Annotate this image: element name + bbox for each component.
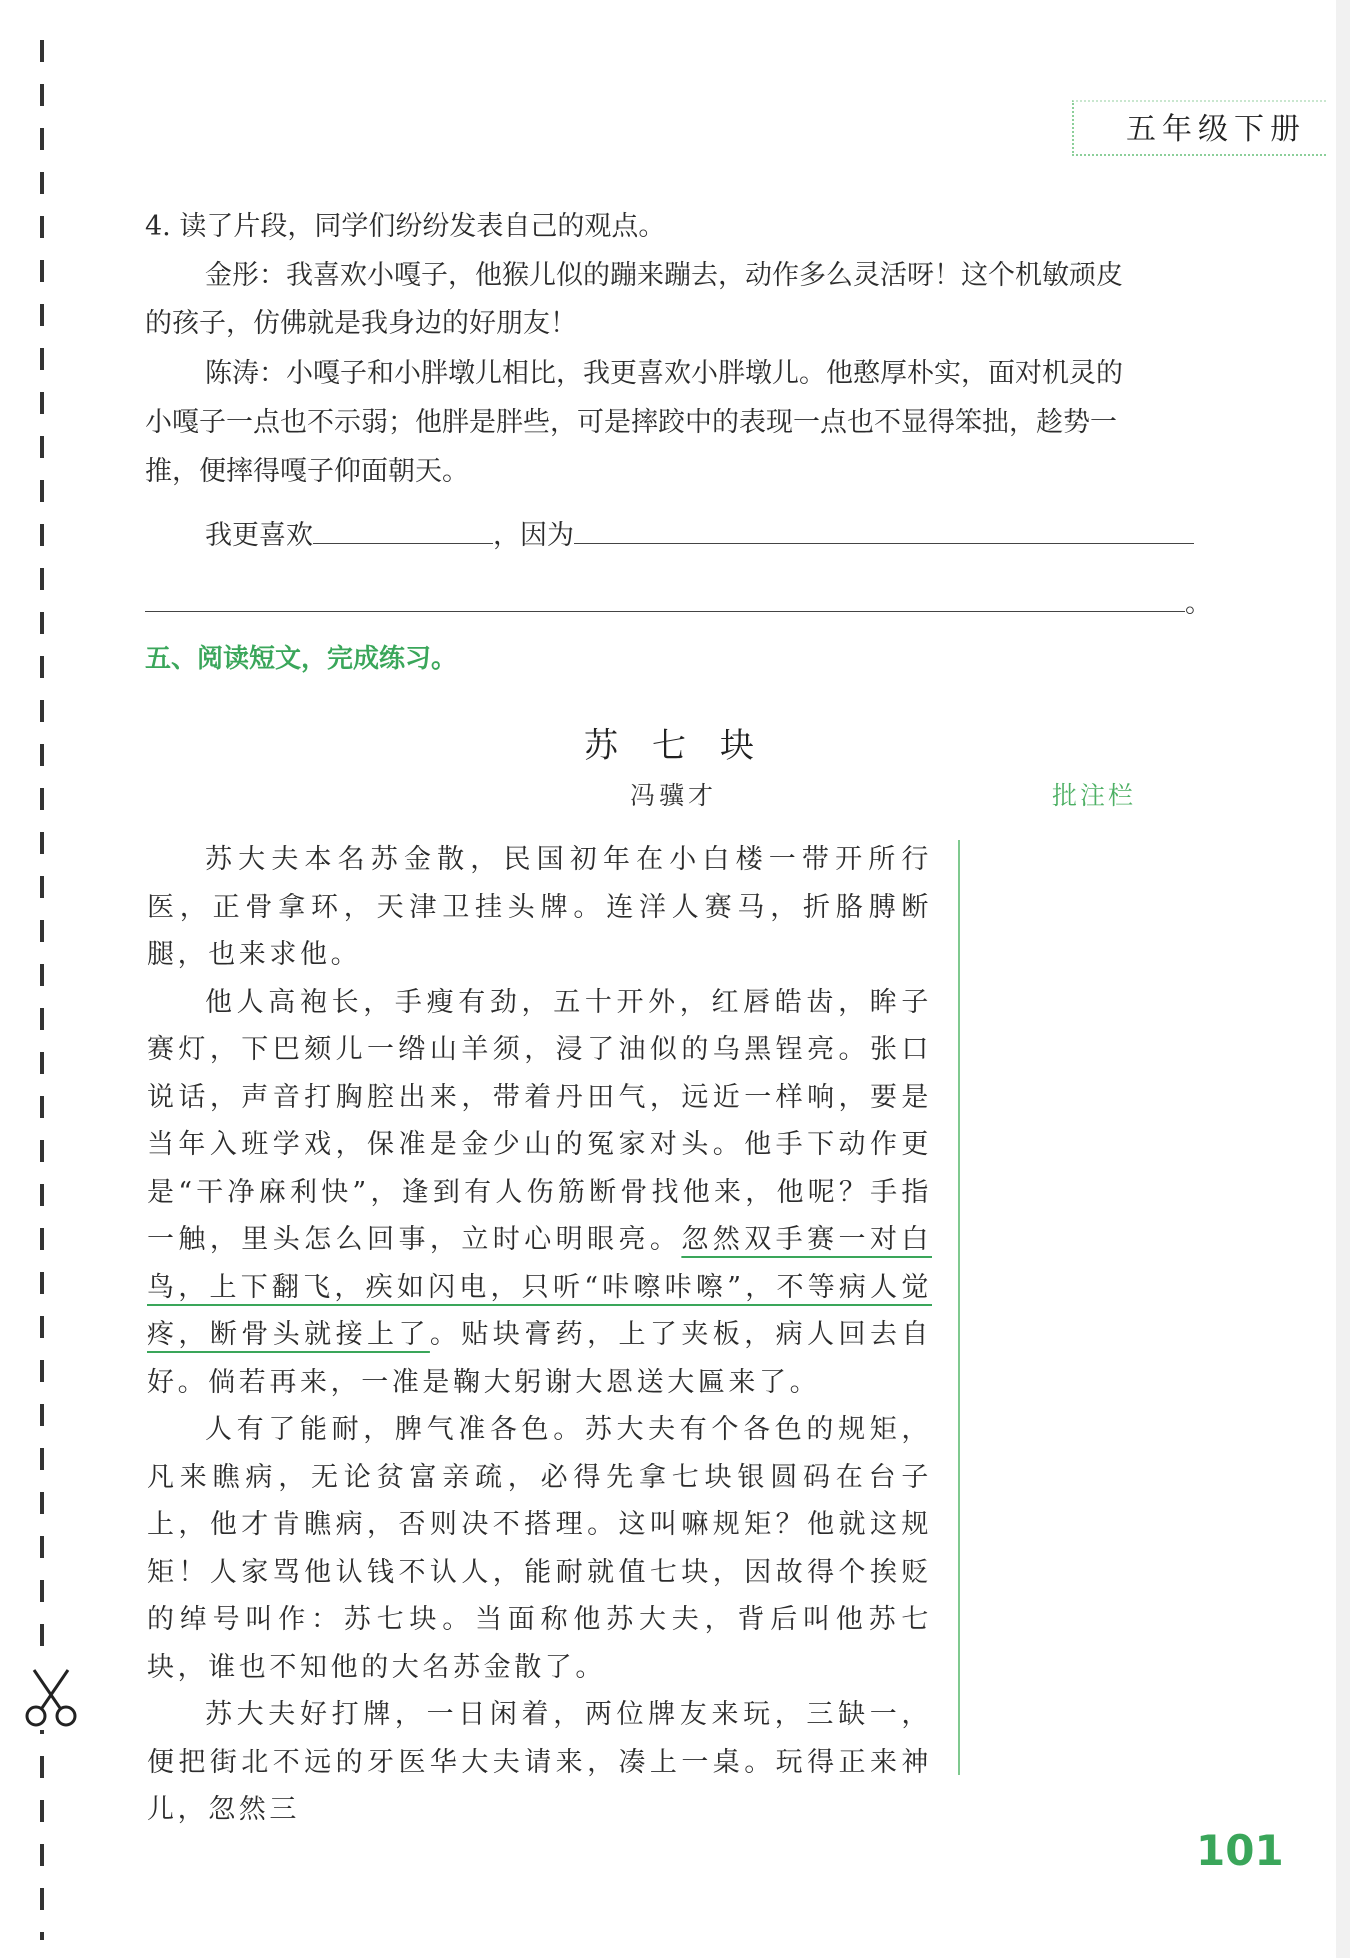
answer-line-2 [145,580,1212,628]
answer-line-1 [205,512,1265,560]
jintong-opinion-line-2: 的孩子，仿佛就是我身边的好朋友！ [145,308,577,339]
story-paragraph-2-part-2: 。贴块膏药，上了夹板，病人回去自好。倘若再来，一准是鞠大躬谢大恩送大匾来了。 [147,1319,932,1398]
story-paragraph-2 [147,979,932,1407]
answer-blank-reason[interactable] [574,513,1194,544]
story-paragraph-1: 苏大夫本名苏金散，民国初年在小白楼一带开所行医，正骨拿环，天津卫挂头牌。连洋人赛马，折胳膊断腿，也来求他。 [147,844,932,970]
annotation-divider [958,840,960,1775]
section-5-title: 五、阅读短文，完成练习。 [145,644,458,674]
answer-because: ，因为 [493,520,574,551]
underlined-sentence: 忽然双手赛一对白鸟，上下翻飞，疾如闪电，只听“咔嚓咔嚓”，不等病人觉疼，断骨头就接上了 [147,1224,932,1350]
story-author: 冯骥才 [630,781,718,810]
answer-blank-choice[interactable] [313,513,493,544]
story-paragraph-4: 苏大夫好打牌，一日闲着，两位牌友来玩，三缺一，便把街北不远的牙医华大夫请来，凑上一桌。玩得正来神儿，忽然三 [147,1699,932,1825]
question-4-prompt: 4. 读了片段，同学们纷纷发表自己的观点。 [145,211,666,242]
annotation-column-label: 批注栏 [1052,781,1137,810]
story-body [147,836,932,1834]
grade-label: 五年级下册 [1126,112,1306,147]
page-number: 101 [1196,1826,1284,1875]
answer-blank-reason-continued[interactable] [145,581,1185,612]
story-paragraph-2-part-1: 他人高袍长，手瘦有劲，五十开外，红唇皓齿，眸子赛灯，下巴颏儿一绺山羊须，浸了油似的乌黑锃亮。张口说话，声音打胸腔出来，带着丹田气，远近一样响，要是当年入班学戏，保准是金少山的冤家对头。他手下动作更是“干净麻利快”，逢到有人伤筋断骨找他来，他呢？手指一触，里头怎么回事，立时心明眼亮。 [147,986,932,1255]
scissors-icon [20,1668,82,1730]
jintong-opinion-line-1: 金彤：我喜欢小嘎子，他猴儿似的蹦来蹦去，动作多么灵活呀！这个机敏顽皮 [205,260,1123,291]
answer-prefix: 我更喜欢 [205,520,313,551]
page-edge [1336,0,1350,1958]
story-paragraph-3: 人有了能耐，脾气准各色。苏大夫有个各色的规矩，凡来瞧病，无论贫富亲疏，必得先拿七块银圆码在台子上，他才肯瞧病，否则决不搭理。这叫嘛规矩？他就这规矩！人家骂他认钱不认人，能耐就值七块，因故得个挨贬的绰号叫作：苏七块。当面称他苏大夫，背后叫他苏七块，谁也不知他的大名苏金散了。 [147,1414,932,1683]
answer-end: 。 [1185,588,1212,619]
chentao-opinion-line-1: 陈涛：小嘎子和小胖墩儿相比，我更喜欢小胖墩儿。他憨厚朴实，面对机灵的 [205,358,1123,389]
chentao-opinion-line-2: 小嘎子一点也不示弱；他胖是胖些，可是摔跤中的表现一点也不显得笨拙，趁势一 [145,407,1117,438]
story-title: 苏七块 [584,726,788,766]
chentao-opinion-line-3: 推，便摔得嘎子仰面朝天。 [145,456,469,487]
cut-line [40,40,44,1940]
